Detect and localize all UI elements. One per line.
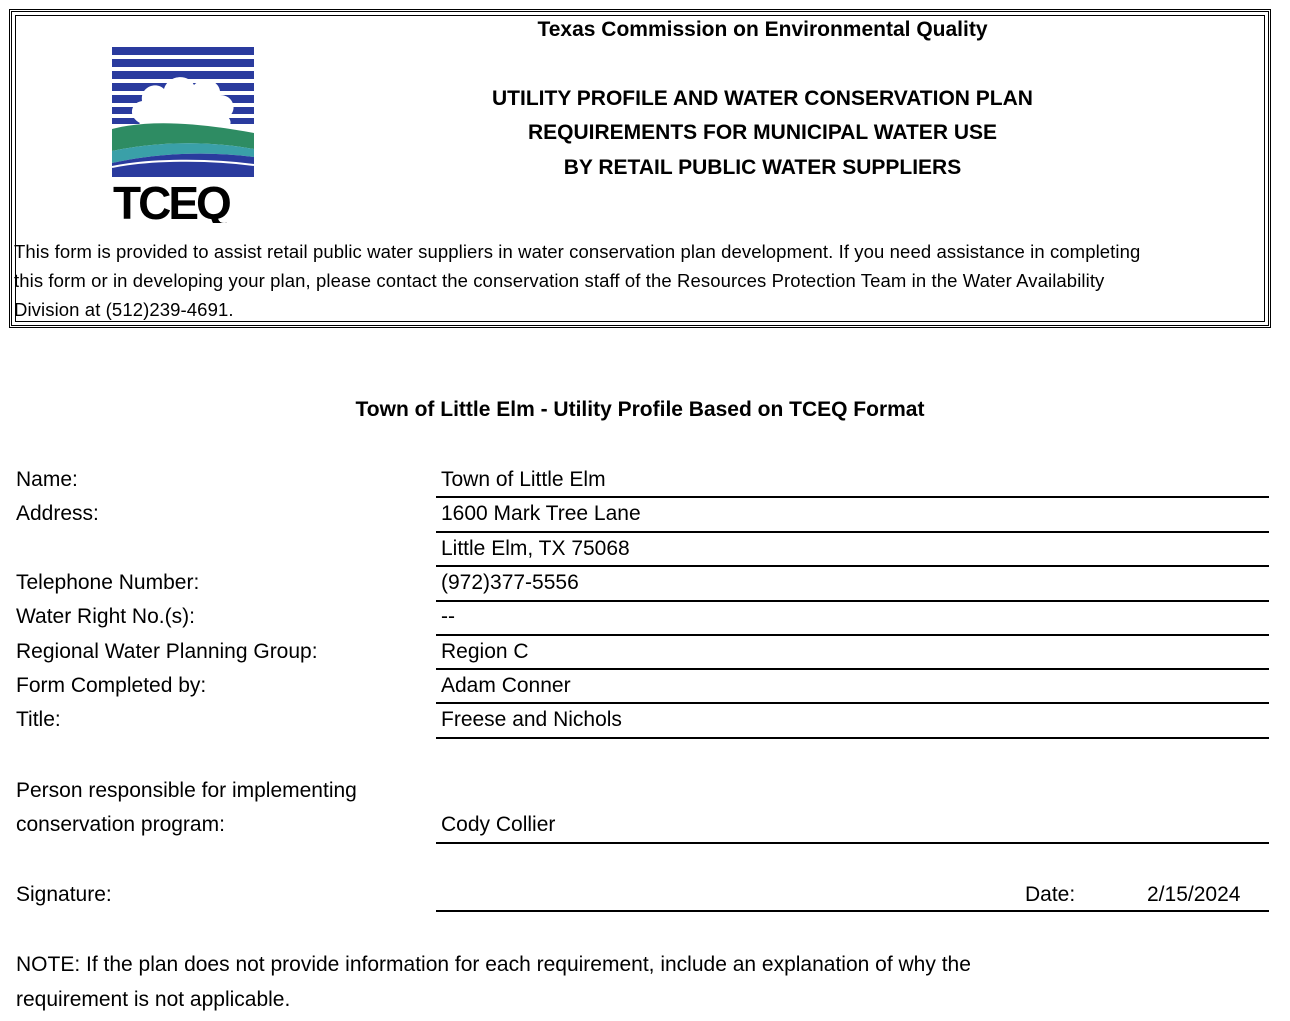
telephone-value: (972)377-5556: [441, 571, 579, 594]
signature-label: Signature:: [16, 883, 112, 906]
tceq-logo-graphic: [110, 45, 260, 223]
note-line-1: NOTE: If the plan does not provide information for each requirement, include an explanation of why the: [16, 953, 971, 976]
intro-paragraph: [14, 237, 1264, 324]
responsible-value: Cody Collier: [441, 813, 556, 836]
signature-underline: [436, 910, 1269, 912]
completed-by-underline: [436, 702, 1269, 704]
regional-group-value: Region C: [441, 640, 529, 663]
agency-title: Texas Commission on Environmental Quality: [537, 18, 988, 41]
address-line-1-underline: [436, 531, 1269, 533]
telephone-label: Telephone Number:: [16, 571, 200, 594]
completed-by-value: Adam Conner: [441, 674, 571, 697]
name-value: Town of Little Elm: [441, 468, 606, 491]
water-right-label: Water Right No.(s):: [16, 605, 195, 628]
regional-group-underline: [436, 668, 1269, 670]
name-label: Name:: [16, 468, 78, 491]
note-line-2: requirement is not applicable.: [16, 987, 291, 1011]
title-value: Freese and Nichols: [441, 708, 622, 731]
date-label: Date:: [1025, 883, 1076, 906]
responsible-label-line-1: Person responsible for implementing: [16, 779, 357, 802]
plan-title-line-3: BY RETAIL PUBLIC WATER SUPPLIERS: [563, 156, 962, 179]
address-label: Address:: [16, 502, 99, 525]
plan-title-line-1: UTILITY PROFILE AND WATER CONSERVATION PLAN: [492, 87, 1033, 110]
responsible-underline: [436, 842, 1269, 844]
address-line-1: 1600 Mark Tree Lane: [441, 502, 641, 525]
intro-line-2: this form or in developing your plan, please contact the conservation staff of the Resources Protection Team in the Water Availability: [14, 270, 1105, 291]
water-right-underline: [436, 634, 1269, 636]
water-right-value: --: [441, 605, 455, 628]
intro-line-1: This form is provided to assist retail public water suppliers in water conservation plan development. If you need assistance in completing: [14, 241, 1141, 262]
plan-title-line-2: REQUIREMENTS FOR MUNICIPAL WATER USE: [527, 121, 997, 144]
tceq-logo-text: TCEQ: [113, 177, 229, 223]
tceq-logo: [110, 45, 260, 223]
telephone-underline: [436, 600, 1269, 602]
responsible-label-line-2: conservation program:: [16, 813, 225, 836]
regional-group-label: Regional Water Planning Group:: [16, 640, 318, 663]
date-value: 2/15/2024: [1147, 883, 1241, 906]
address-line-2: Little Elm, TX 75068: [441, 537, 630, 560]
address-line-2-underline: [436, 565, 1269, 567]
profile-title: Town of Little Elm - Utility Profile Based on TCEQ Format: [355, 398, 925, 421]
intro-line-3: Division at (512)239-4691.: [14, 299, 234, 320]
name-underline: [436, 496, 1269, 498]
title-underline: [436, 737, 1269, 739]
note-paragraph: [16, 948, 1216, 1017]
completed-by-label: Form Completed by:: [16, 674, 207, 697]
title-label: Title:: [16, 708, 61, 731]
